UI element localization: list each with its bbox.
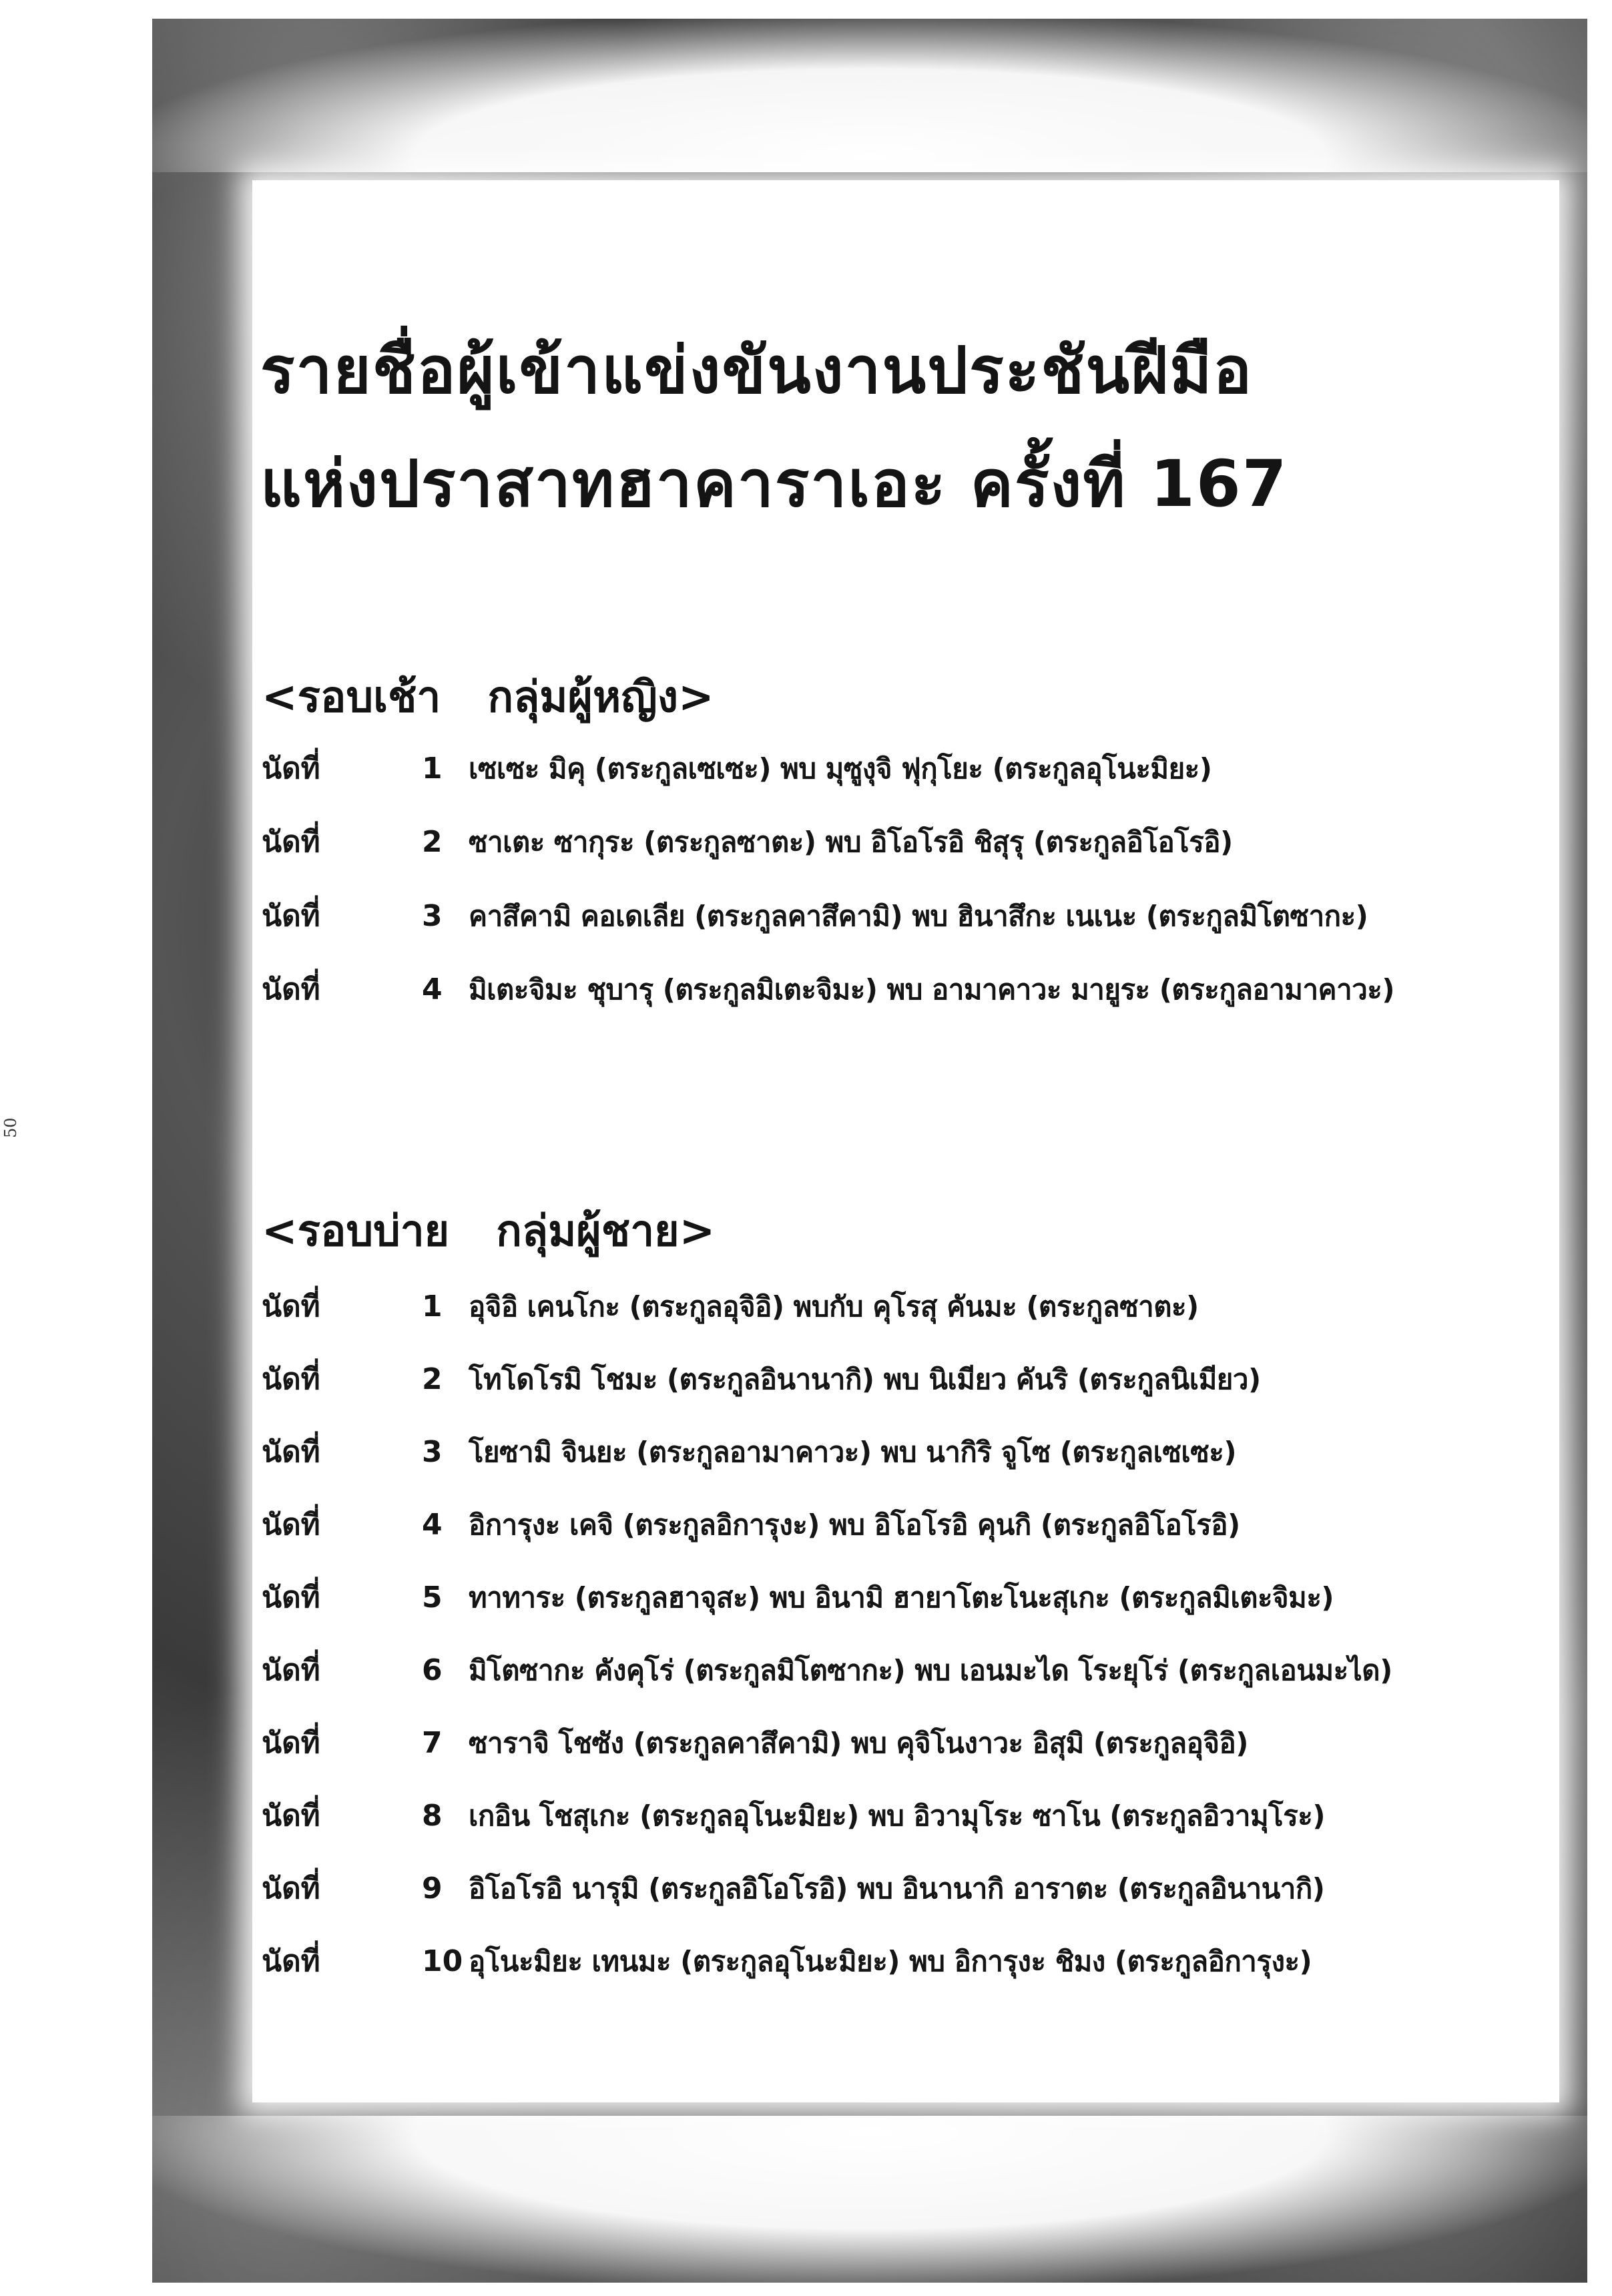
match-description: มิเตะจิมะ ชุบารุ (ตระกูลมิเตะจิมะ) พบ อามาคาวะ มายูระ (ตระกูลอามาคาวะ) <box>469 973 1395 1006</box>
match-description: ซาเตะ ซากุระ (ตระกูลซาตะ) พบ อิโอโรอิ ชิสุรุ (ตระกูลอิโอโรอิ) <box>469 826 1233 858</box>
match-label: นัดที่ <box>262 1653 320 1687</box>
match-number: 6 <box>422 1653 443 1687</box>
section-heading-round: <รอบบ่าย <box>262 1207 450 1256</box>
match-number: 7 <box>422 1726 443 1760</box>
section-heading-group: กลุ่มผู้ชาย> <box>496 1207 716 1256</box>
match-label: นัดที่ <box>262 752 320 786</box>
match-description: โยซามิ จินยะ (ตระกูลอามาคาวะ) พบ นากิริ จูโซ (ตระกูลเซเซะ) <box>469 1436 1237 1468</box>
match-row <box>262 1426 1543 1479</box>
match-row <box>262 816 1543 869</box>
match-description: เซเซะ มิคุ (ตระกูลเซเซะ) พบ มุซูงุจิ ฟุกุโยะ (ตระกูลอุโนะมิยะ) <box>469 752 1212 785</box>
match-number: 3 <box>422 1435 443 1469</box>
page-number: 50 <box>1 1117 20 1139</box>
match-label: นัดที่ <box>262 1872 320 1906</box>
match-row <box>262 1935 1543 1988</box>
match-label: นัดที่ <box>262 899 320 933</box>
match-description: อุจิอิ เคนโกะ (ตระกูลอุจิอิ) พบกับ คุโรสุ คันมะ (ตระกูลซาตะ) <box>469 1290 1199 1323</box>
match-description: ซาราจิ โชซัง (ตระกูลคาสึคามิ) พบ คุจิโนงาวะ อิสุมิ (ตระกูลอุจิอิ) <box>469 1727 1248 1759</box>
match-number: 4 <box>422 1508 443 1542</box>
match-row <box>262 1789 1543 1843</box>
match-label: นัดที่ <box>262 825 320 859</box>
match-label: นัดที่ <box>262 1726 320 1760</box>
match-number: 1 <box>422 752 443 786</box>
match-number: 10 <box>422 1944 463 1978</box>
section-heading-group: กลุ่มผู้หญิง> <box>487 673 714 722</box>
match-label: นัดที่ <box>262 1508 320 1542</box>
match-description: คาสึคามิ คอเดเลีย (ตระกูลคาสึคามิ) พบ ฮินาสึกะ เนเนะ (ตระกูลมิโตซากะ) <box>469 900 1368 932</box>
match-label: นัดที่ <box>262 1581 320 1615</box>
bottom-vignette <box>152 2116 1587 2284</box>
match-row <box>262 1280 1543 1334</box>
match-description: เกอิน โชสุเกะ (ตระกูลอุโนะมิยะ) พบ อิวามุโระ ซาโน (ตระกูลอิวามุโระ) <box>469 1799 1326 1832</box>
section-heading-round: <รอบเช้า <box>262 673 441 722</box>
match-label: นัดที่ <box>262 972 320 1007</box>
match-row <box>262 890 1543 943</box>
match-number: 3 <box>422 899 443 933</box>
title-line-2: แห่งปราสาทฮาคาราเอะ ครั้งที่ 167 <box>260 447 1288 521</box>
match-number: 1 <box>422 1289 443 1324</box>
page-title <box>260 314 1529 541</box>
match-row <box>262 1717 1543 1770</box>
match-description: ทาทาระ (ตระกูลฮาจุสะ) พบ อินามิ ฮายาโตะโนะสุเกะ (ตระกูลมิเตะจิมะ) <box>469 1581 1334 1614</box>
match-description: อิโอโรอิ นารุมิ (ตระกูลอิโอโรอิ) พบ อินานากิ อาราตะ (ตระกูลอินานากิ) <box>469 1872 1325 1905</box>
match-row <box>262 1571 1543 1625</box>
match-label: นัดที่ <box>262 1799 320 1833</box>
top-vignette <box>152 19 1587 172</box>
title-line-1: รายชื่อผู้เข้าแข่งขันงานประชันฝีมือ <box>260 333 1254 408</box>
match-label: นัดที่ <box>262 1944 320 1978</box>
match-number: 9 <box>422 1872 443 1906</box>
match-number: 5 <box>422 1581 443 1615</box>
match-description: อุโนะมิยะ เทนมะ (ตระกูลอุโนะมิยะ) พบ อิการุงะ ชิมง (ตระกูลอิการุงะ) <box>469 1945 1312 1978</box>
section-heading-morning <box>262 667 714 728</box>
match-label: นัดที่ <box>262 1289 320 1324</box>
match-label: นัดที่ <box>262 1362 320 1396</box>
match-description: โทโดโรมิ โชมะ (ตระกูลอินานากิ) พบ นิเมียว คันริ (ตระกูลนิเมียว) <box>469 1363 1261 1396</box>
match-number: 2 <box>422 1362 443 1396</box>
match-number: 4 <box>422 972 443 1007</box>
match-row <box>262 742 1543 796</box>
match-row <box>262 1862 1543 1916</box>
match-number: 2 <box>422 825 443 859</box>
match-label: นัดที่ <box>262 1435 320 1469</box>
match-description: อิการุงะ เคจิ (ตระกูลอิการุงะ) พบ อิโอโรอิ คุนกิ (ตระกูลอิโอโรอิ) <box>469 1508 1240 1541</box>
section-heading-afternoon <box>262 1201 715 1261</box>
match-row <box>262 963 1543 1017</box>
match-row <box>262 1353 1543 1406</box>
match-number: 8 <box>422 1799 443 1833</box>
match-row <box>262 1498 1543 1552</box>
match-description: มิโตซากะ คังคุโร่ (ตระกูลมิโตซากะ) พบ เอนมะได โระยุโร่ (ตระกูลเอนมะได) <box>469 1654 1392 1687</box>
match-row <box>262 1644 1543 1697</box>
